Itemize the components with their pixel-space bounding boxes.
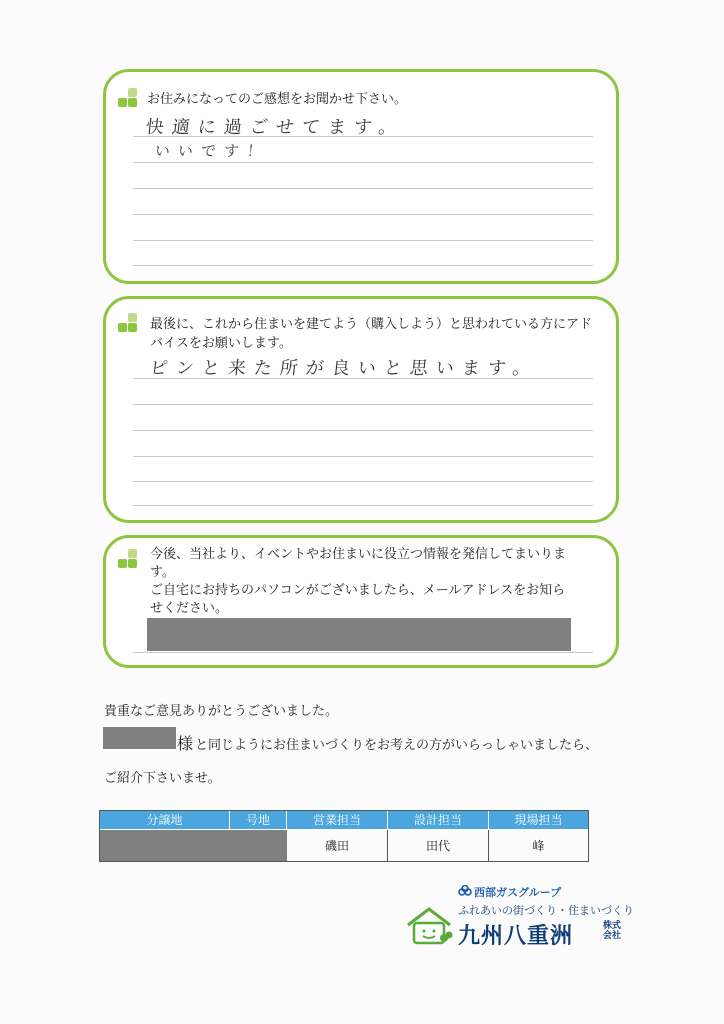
advice-question-line2: バイスをお願いします。 [150, 336, 292, 351]
answer-rule [133, 456, 593, 457]
sama-text: 様 [177, 734, 194, 753]
bullet-icon [118, 549, 140, 571]
email-text-line4: せください。 [150, 601, 229, 616]
thanks-text: 貴重なご意見ありがとうございました。 [104, 704, 339, 719]
lot-redaction [100, 830, 287, 861]
sales-staff: 磯田 [287, 830, 388, 862]
email-text-line2: す。 [150, 565, 175, 580]
referral-text: と同じようにお住まいづくりをお考えの方がいらっしゃいましたら、 [195, 738, 599, 753]
bullet-icon [118, 313, 140, 335]
referral-end-text: ご紹介下さいませ。 [104, 771, 221, 786]
impressions-question: お住みになってのご感想をお聞かせ下さい。 [147, 92, 408, 107]
answer-rule [133, 214, 593, 215]
answer-rule [133, 378, 593, 379]
company-suffix: 株式会社 [603, 921, 622, 941]
staff-table [99, 810, 589, 862]
answer-rule [133, 404, 593, 405]
name-redaction [103, 727, 176, 749]
answer-rule [133, 188, 593, 189]
email-redaction [147, 618, 571, 651]
header-site: 現場担当 [489, 811, 588, 829]
bullet-icon [118, 88, 140, 110]
company-slogan: ふれあいの街づくり・住まいづくり [458, 904, 634, 917]
answer-rule [133, 430, 593, 431]
answer-rule [133, 652, 593, 653]
answer-rule [133, 265, 593, 266]
impressions-answer-line2: いいです！ [154, 142, 271, 160]
impressions-answer-line1: 快適に過ごせてます。 [144, 117, 406, 138]
header-lot-number: 号地 [230, 811, 287, 829]
header-design: 設計担当 [388, 811, 489, 829]
header-sales: 営業担当 [287, 811, 388, 829]
email-text-line1: 今後、当社より、イベントやお住まいに役立つ情報を発信してまいりま [150, 547, 567, 562]
answer-rule [133, 481, 593, 482]
design-staff: 田代 [388, 830, 489, 862]
site-staff: 峰 [532, 839, 545, 853]
answer-rule [133, 505, 593, 506]
answer-rule [133, 136, 593, 137]
answer-rule [133, 240, 593, 241]
advice-question-line1: 最後に、これから住まいを建てよう（購入しよう）と思われている方にアド [150, 317, 593, 332]
email-text-line3: ご自宅にお持ちのパソコンがございましたら、メールアドレスをお知ら [150, 583, 566, 598]
answer-rule [133, 162, 593, 163]
group-name: 西部ガスグループ [474, 886, 562, 899]
header-lot: 分譲地 [100, 811, 230, 829]
company-name: 九州八重洲 [458, 924, 574, 949]
group-logo-icon [458, 885, 472, 897]
advice-answer-line1: ピンと来た所が良いと思います。 [148, 358, 540, 379]
house-logo-icon [404, 905, 454, 945]
